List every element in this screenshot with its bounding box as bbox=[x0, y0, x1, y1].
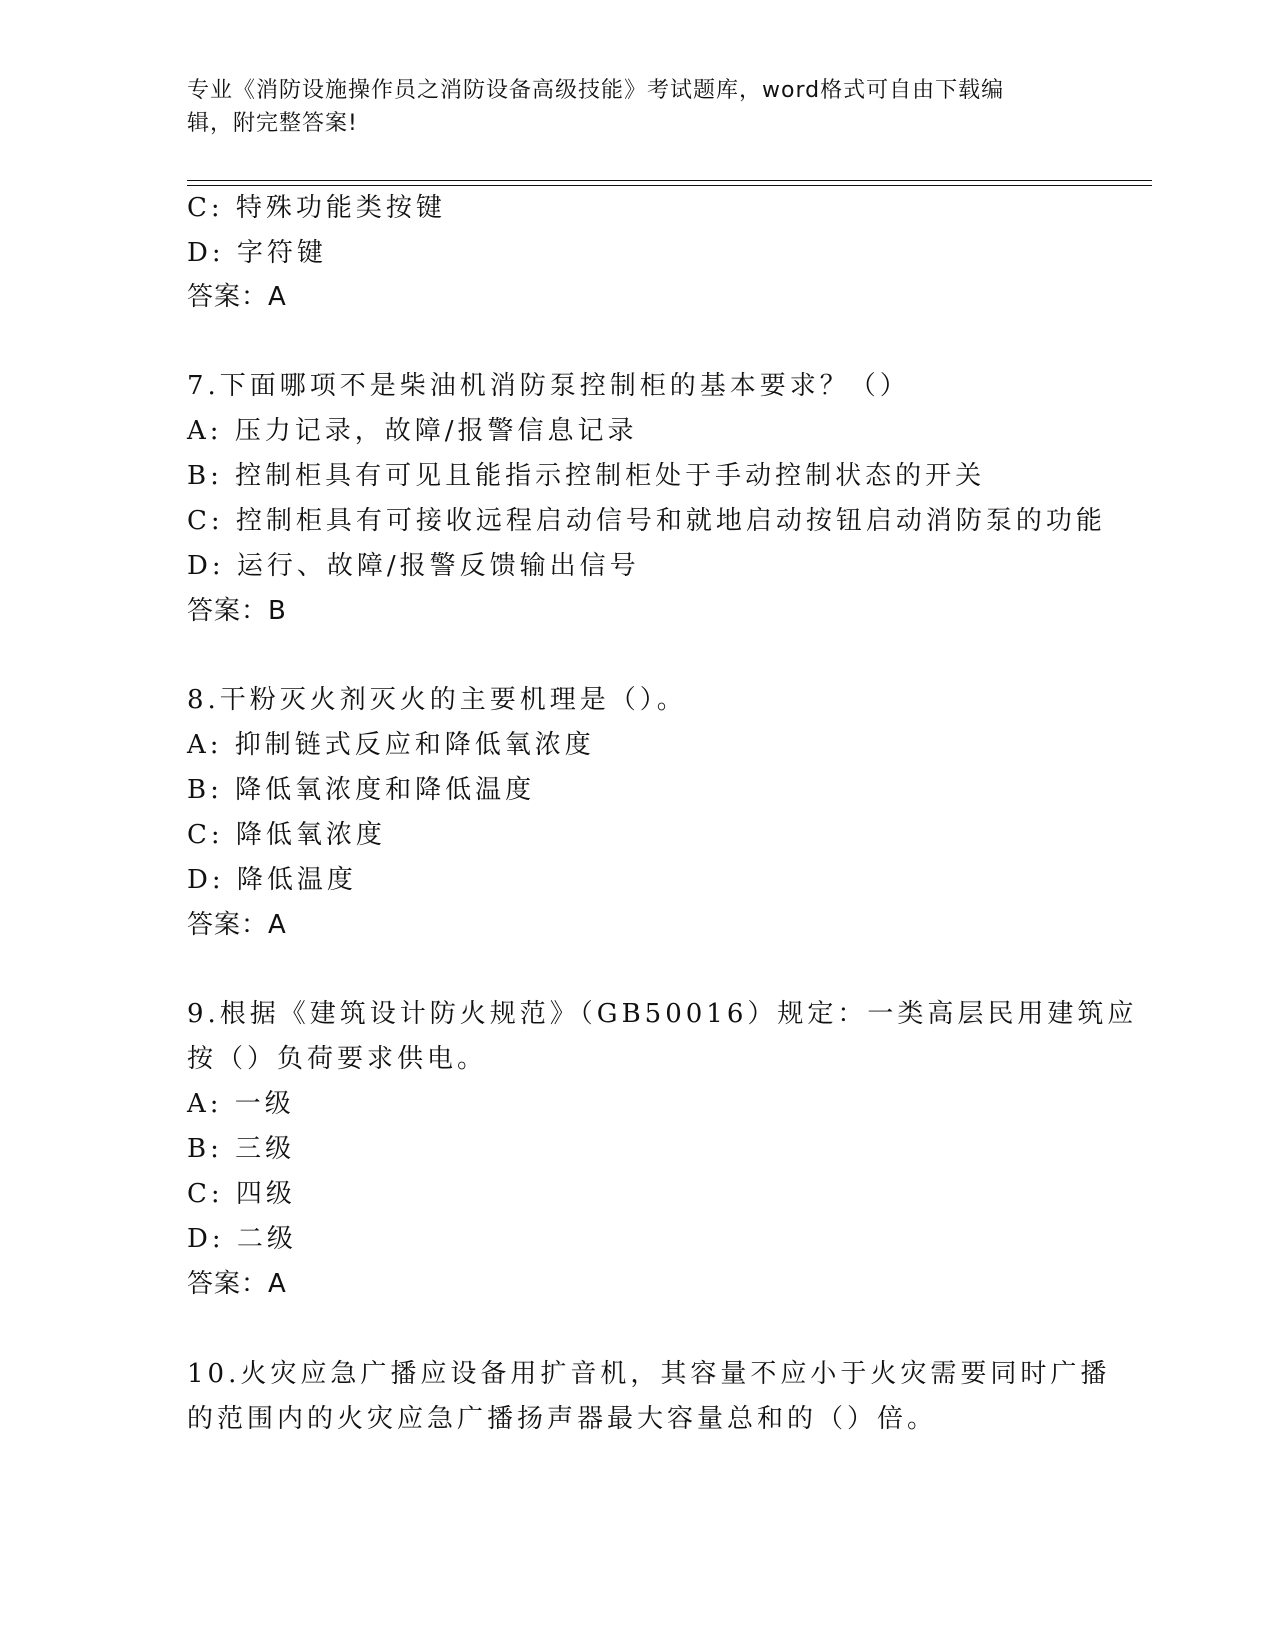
option-d: D: 二级 bbox=[187, 1224, 297, 1254]
answer-text: 答案：B bbox=[187, 596, 287, 626]
question-9-stem-line-2: 按（）负荷要求供电。 bbox=[187, 1044, 488, 1074]
option-c: C: 特殊功能类按键 bbox=[187, 193, 446, 223]
option-a: A: 压力记录，故障/报警信息记录 bbox=[187, 416, 638, 446]
option-c: C: 控制柜具有可接收远程启动信号和就地启动按钮启动消防泵的功能 bbox=[187, 506, 1106, 536]
question-7-stem: 7.下面哪项不是柴油机消防泵控制柜的基本要求？（） bbox=[187, 371, 910, 401]
option-d: D: 降低温度 bbox=[187, 865, 357, 895]
option-c: C: 降低氧浓度 bbox=[187, 820, 386, 850]
option-b: B: 降低氧浓度和降低温度 bbox=[187, 775, 536, 805]
answer-text: 答案：A bbox=[187, 282, 287, 312]
header-line-2: 辑，附完整答案! bbox=[187, 111, 358, 136]
option-b: B: 控制柜具有可见且能指示控制柜处于手动控制状态的开关 bbox=[187, 461, 986, 491]
option-d: D: 运行、故障/报警反馈输出信号 bbox=[187, 551, 640, 581]
header-line-1: 专业《消防设施操作员之消防设备高级技能》考试题库，word格式可自由下载编 bbox=[187, 78, 1005, 103]
option-a: A: 抑制链式反应和降低氧浓度 bbox=[187, 730, 595, 760]
document-header bbox=[187, 74, 1087, 140]
option-a: A: 一级 bbox=[187, 1089, 295, 1119]
question-10-stem-line-1: 10.火灾应急广播应设备用扩音机，其容量不应小于火灾需要同时广播 bbox=[187, 1359, 1111, 1389]
header-divider bbox=[187, 180, 1152, 181]
answer-text: 答案：A bbox=[187, 910, 287, 940]
question-10-stem-line-2: 的范围内的火灾应急广播扬声器最大容量总和的（）倍。 bbox=[187, 1404, 938, 1434]
question-9-stem-line-1: 9.根据《建筑设计防火规范》（GB50016）规定：一类高层民用建筑应 bbox=[187, 999, 1138, 1029]
option-d: D: 字符键 bbox=[187, 238, 327, 268]
question-8-stem: 8.干粉灭火剂灭火的主要机理是（）。 bbox=[187, 685, 687, 715]
option-c: C: 四级 bbox=[187, 1179, 296, 1209]
answer-text: 答案：A bbox=[187, 1269, 287, 1299]
header-divider-secondary bbox=[187, 185, 1152, 186]
option-b: B: 三级 bbox=[187, 1134, 296, 1164]
